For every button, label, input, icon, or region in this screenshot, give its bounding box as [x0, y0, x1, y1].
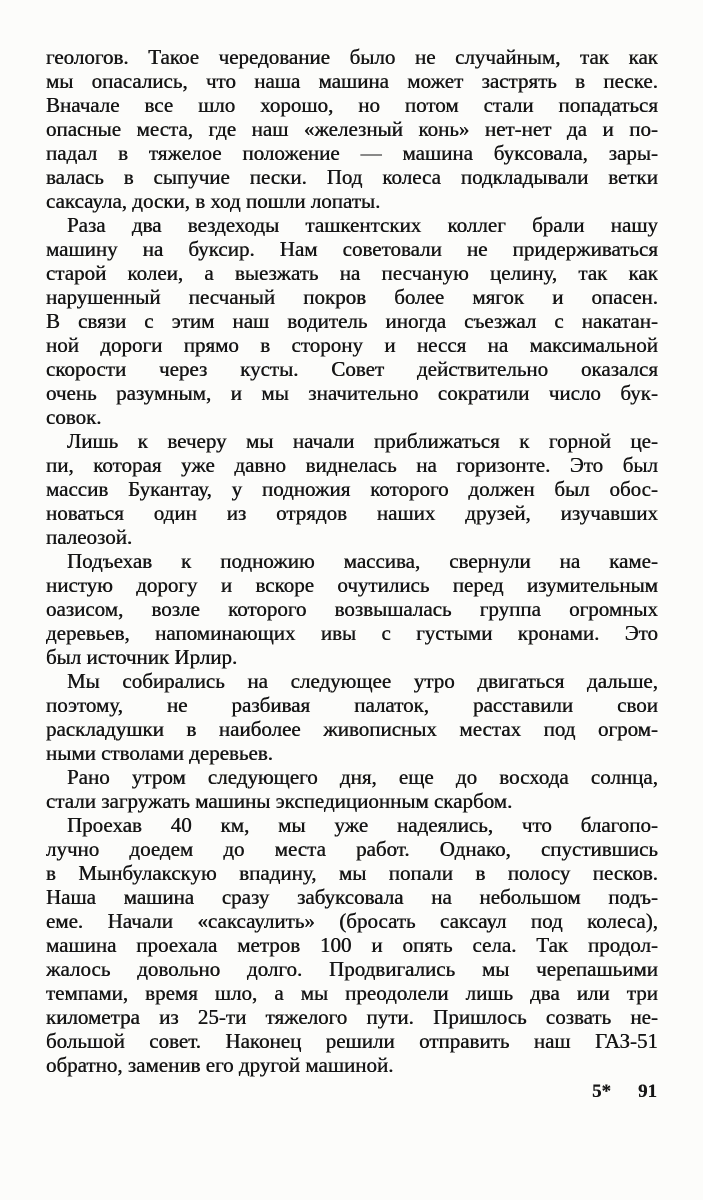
paragraph	[46, 45, 658, 213]
text-line: ной дороги прямо в сторону и несся на максимальной	[46, 333, 658, 357]
text-line: поэтому, не разбивая палаток, расставили свои	[46, 693, 658, 717]
text-line: геологов. Такое чередование было не случайным, так как	[46, 45, 658, 69]
text-line: Наша машина сразу забуксовала на небольшом подъ-	[46, 885, 658, 909]
text-line: валась в сыпучие пески. Под колеса подкладывали ветки	[46, 165, 658, 189]
signature-mark: 5*	[592, 1081, 611, 1102]
text-line: В связи с этим наш водитель иногда съезжал с накатан-	[46, 309, 658, 333]
text-line: темпами, время шло, а мы преодолели лишь два или три	[46, 981, 658, 1005]
page-text	[46, 45, 658, 1077]
text-line: машина проехала метров 100 и опять села. Так продол-	[46, 933, 658, 957]
paragraph	[46, 213, 658, 429]
paragraph	[46, 429, 658, 549]
text-line: Вначале все шло хорошо, но потом стали попадаться	[46, 93, 658, 117]
text-line: был источник Ирлир.	[46, 645, 238, 669]
page-footer	[592, 1081, 657, 1103]
text-line: скорости через кусты. Совет действительно оказался	[46, 357, 658, 381]
text-line: Раза два вездеходы ташкентских коллег брали нашу	[67, 213, 658, 237]
text-line: раскладушки в наиболее живописных местах под огром-	[46, 717, 658, 741]
text-line: совок.	[46, 405, 102, 429]
text-line: нистую дорогу и вскоре очутились перед изумительным	[46, 573, 658, 597]
text-line: Подъехав к подножию массива, свернули на каме-	[67, 549, 658, 573]
paragraph	[46, 765, 658, 813]
paragraph	[46, 813, 658, 1077]
text-line: ными стволами деревьев.	[46, 741, 274, 765]
text-line: нарушенный песчаный покров более мягок и опасен.	[46, 285, 658, 309]
text-line: лучно доедем до места работ. Однако, спустившись	[46, 837, 658, 861]
text-line: в Мынбулакскую впадину, мы попали в полосу песков.	[46, 861, 658, 885]
text-line: деревьев, напоминающих ивы с густыми кронами. Это	[46, 621, 658, 645]
text-line: обратно, заменив его другой машиной.	[46, 1053, 394, 1077]
text-line: Проехав 40 км, мы уже надеялись, что благопо-	[67, 813, 658, 837]
text-line: большой совет. Наконец решили отправить наш ГАЗ-51	[46, 1029, 658, 1053]
text-line: оазисом, возле которого возвышалась группа огромных	[46, 597, 658, 621]
text-line: мы опасались, что наша машина может застрять в песке.	[46, 69, 658, 93]
page-number: 91	[638, 1081, 657, 1102]
text-line: пи, которая уже давно виднелась на горизонте. Это был	[46, 453, 658, 477]
text-line: машину на буксир. Нам советовали не придерживаться	[46, 237, 658, 261]
text-line: массив Букантау, у подножия которого должен был обос-	[46, 477, 658, 501]
text-line: стали загружать машины экспедиционным скарбом.	[46, 789, 513, 813]
text-line: Лишь к вечеру мы начали приближаться к горной це-	[67, 429, 658, 453]
text-line: жалось довольно долго. Продвигались мы черепашьими	[46, 957, 658, 981]
text-line: падал в тяжелое положение — машина буксовала, зары-	[46, 141, 658, 165]
text-line: старой колеи, а выезжать на песчаную целину, так как	[46, 261, 658, 285]
text-line: километра из 25-ти тяжелого пути. Пришлось созвать не-	[46, 1005, 658, 1029]
text-line: саксаула, доски, в ход пошли лопаты.	[46, 189, 381, 213]
text-line: еме. Начали «саксаулить» (бросать саксаул под колеса),	[46, 909, 658, 933]
text-line: Мы собирались на следующее утро двигаться дальше,	[67, 669, 658, 693]
paragraph	[46, 669, 658, 765]
text-line: Рано утром следующего дня, еще до восхода солнца,	[67, 765, 658, 789]
text-line: очень разумным, и мы значительно сократили число бук-	[46, 381, 658, 405]
paragraph	[46, 549, 658, 669]
text-line: палеозой.	[46, 525, 133, 549]
text-line: опасные места, где наш «железный конь» нет-нет да и по-	[46, 117, 658, 141]
text-line: новаться один из отрядов наших друзей, изучавших	[46, 501, 658, 525]
